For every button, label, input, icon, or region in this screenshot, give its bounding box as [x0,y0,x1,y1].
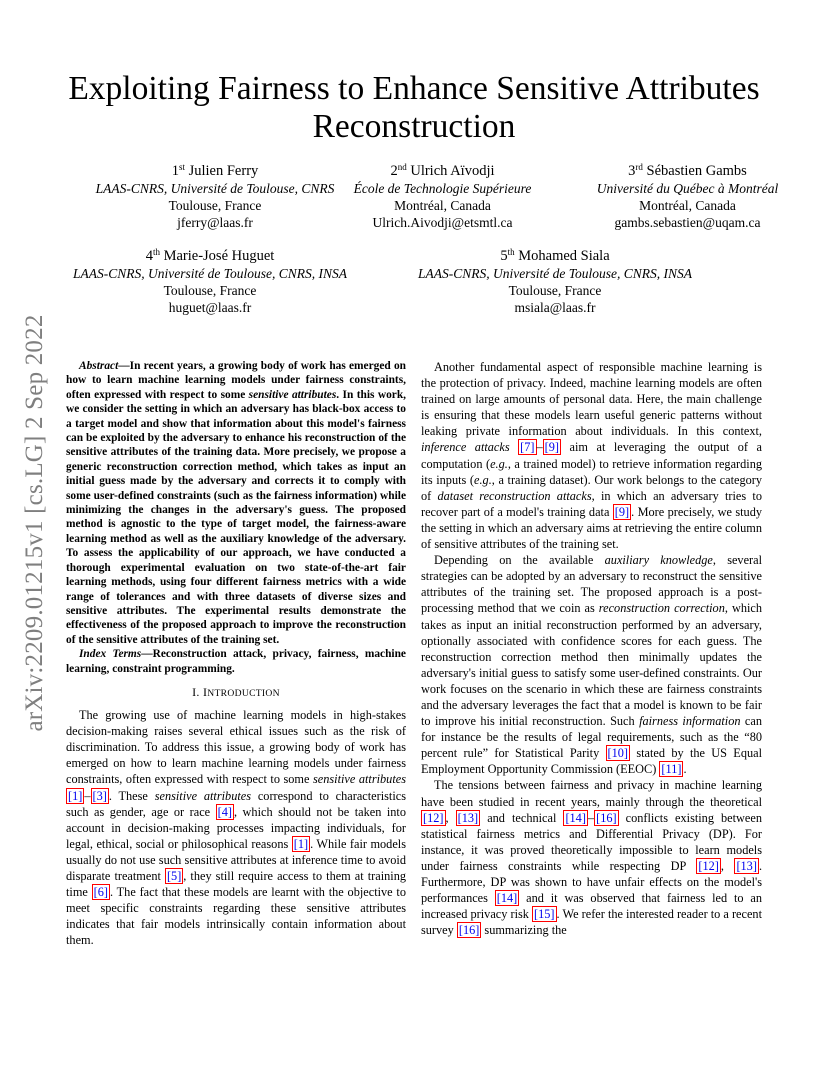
citation-link[interactable]: [13] [457,810,479,825]
abstract [66,359,406,676]
author-location: Montréal, Canada [639,198,736,213]
citation-link[interactable]: [10] [607,746,629,761]
author-block-1 [85,163,345,231]
citation-link[interactable]: [9] [544,440,560,455]
citation-link[interactable]: [14] [496,891,518,906]
index-terms-label: Index Terms [79,648,142,661]
author-name: 4th Marie-José Huguet [145,247,275,264]
index-terms: Index Terms—Reconstruction attack, privacy, fairness, machine learning, constraint programming. [66,648,406,675]
section-heading-introduction: I. INTRODUCTION [192,684,280,699]
citation-link[interactable]: [1] [68,788,83,803]
citation-link[interactable]: [7] [520,440,535,455]
author-location: Montréal, Canada [394,198,491,213]
author-name: 2nd Ulrich Aïvodji [390,162,495,179]
author-block-5 [405,248,705,316]
citation-link[interactable]: [16] [596,810,617,825]
author-affiliation: LAAS-CNRS, Université de Toulouse, CNRS [95,181,335,196]
left-column [66,359,406,948]
author-block-2 [340,163,545,231]
citation-link[interactable]: [6] [93,885,109,900]
citation-link[interactable]: [12] [698,858,719,873]
arxiv-sidebar [19,293,51,753]
right-paragraph-2: Depending on the available auxiliary knowledge, several strategies can be adopted by an adversary to reconstruct the sensitive attributes of the training set. The proposed approach is a post-processing method that we coin as reconstruction correction, which takes as input an initial reconstruction performed by an adversary, optionally associated with confidence scores for each guess. The reconstruction correction method then minimally updates the adversary's initial guess to satisfy some user-defined constraints. Our work focuses on the scenario in which these are fairness constraints and the adversary leverages the fact that a model is known to be fair to improve his initial reconstruction. Such fairness information can for instance be the results of legal requirements, such as the “80 percent rule” for Statistical Parity [10] stated by the US Equal Employment Opportunity Commission (EEOC) [11] . [421,553,763,777]
author-name: 1st Julien Ferry [171,162,259,179]
citation-link[interactable]: [16] [458,923,480,938]
author-block-4 [60,248,360,316]
author-affiliation: LAAS-CNRS, Université de Toulouse, CNRS, INSA [73,266,347,281]
author-block-3 [585,163,790,231]
author-email: gambs.sebastien@uqam.ca [614,215,761,230]
author-location: Toulouse, France [163,283,257,298]
intro-paragraph-1: The growing use of machine learning models in high-stakes decision-making raises several ethical issues such as the risk of discrimination. To address this issue, a growing body of work has emerged on how to learn machine learning models under fairness constraints, often expressed with respect to some sensitive attributes [1] – [3] . These sensitive attributes correspond to characteristics such as gender, age or race [4] , which should not be taken into account in decision-making processes impacting individuals, for legal, ethical, social or philosophical reasons [1] . While fair models usually do not use such sensitive attributes at inference time to avoid disparate treatment [5] , they still require access to them at training time [6] . The fact that these models are learnt with the objective to meet specific constraints regarding these sensitive attributes indicates that fair models intrinsically contain information about them. [66,708,406,948]
citation-link[interactable]: [11] [661,762,682,777]
right-paragraph-1: Another fundamental aspect of responsible machine learning is the protection of privacy. Indeed, machine learning models are often trained on large amounts of personal data. Here, the main challenge is ensuring that these models learn useful generic patterns without leaking private information about individuals. In this context, inference attacks [7] – [9] aim at leveraging the output of a computation (e.g., a trained model) to retrieve information regarding its inputs (e.g., a training dataset). Our work belongs to the category of dataset reconstruction attacks, in which an adversary tries to recover part of a model's training data [9] . More precisely, we study the setting in which an adversary aims at retrieving the entire column of sensitive attributes of the training set. [421,360,763,552]
author-name: 5th Mohamed Siala [500,247,610,264]
citation-link[interactable]: [5] [166,868,182,883]
citation-link[interactable]: [15] [534,907,555,922]
citation-link[interactable]: [13] [736,858,757,873]
citation-link[interactable]: [3] [92,788,107,803]
citation-link[interactable]: [4] [217,804,232,819]
paper-title: Exploiting Fairness to Enhance Sensitive Attributes Reconstruction [68,70,760,145]
author-affiliation: École de Technologie Supérieure [353,181,532,196]
citation-link[interactable]: [9] [614,504,630,519]
author-location: Toulouse, France [508,283,602,298]
author-affiliation: LAAS-CNRS, Université de Toulouse, CNRS, INSA [418,266,692,281]
abstract-text: Abstract—In recent years, a growing body of work has emerged on how to learn machine learning models under fairness constraints, often expressed with respect to some sensitive attributes. In this work, we consider the setting in which an adversary has black-box access to a target model and show that information about this model's fairness can be exploited by the adversary to enhance his reconstruction of the sensitive attributes of the training data. More precisely, we propose a generic reconstruction correction method, which takes as input an initial guess made by the adversary and corrects it to comply with some user-defined constraints (such as the fairness information) while minimizing the changes in the adversary's guess. The proposed method is agnostic to the type of target model, the fairness-aware learning method as well as the auxiliary knowledge of the adversary. To assess the applicability of our approach, we have conducted a thorough experimental evaluation on two state-of-the-art fair learning methods, using four different fairness metrics with a wide range of tolerances and with three datasets of diverse sizes and sensitive attributes. The experimental results demonstrate the effectiveness of the proposed approach to improve the reconstruction of the sensitive attributes of the training set. [66,360,407,646]
author-email: Ulrich.Aivodji@etsmtl.ca [372,215,513,230]
author-name: 3rd Sébastien Gambs [628,162,747,179]
arxiv-identifier: arXiv:2209.01215v1 [cs.LG] 2 Sep 2022 [21,314,48,732]
author-email: msiala@laas.fr [514,300,596,315]
citation-link[interactable]: [1] [293,836,309,851]
right-column [421,359,762,938]
right-paragraph-3: The tensions between fairness and privacy in machine learning have been studied in recent years, mainly through the theoretical [12] , [13] and technical [14] – [16] conflicts existing between statistical fairness metrics and Differential Privacy (DP). For instance, it was proved theoretically impossible to learn models under fairness constraints while respecting DP [12] , [13] . Furthermore, DP was shown to have unfair effects on the model's performances [14] and it was observed that fairness led to an increased privacy risk [15] . We refer the interested reader to a recent survey [16] summarizing the [421,778,763,938]
author-email: huguet@laas.fr [168,300,252,315]
author-affiliation: Université du Québec à Montréal [596,181,779,196]
citation-link[interactable]: [12] [423,810,444,825]
author-location: Toulouse, France [168,198,262,213]
author-email: jferry@laas.fr [177,215,253,230]
citation-link[interactable]: [14] [565,810,586,825]
abstract-label: Abstract [79,360,119,372]
